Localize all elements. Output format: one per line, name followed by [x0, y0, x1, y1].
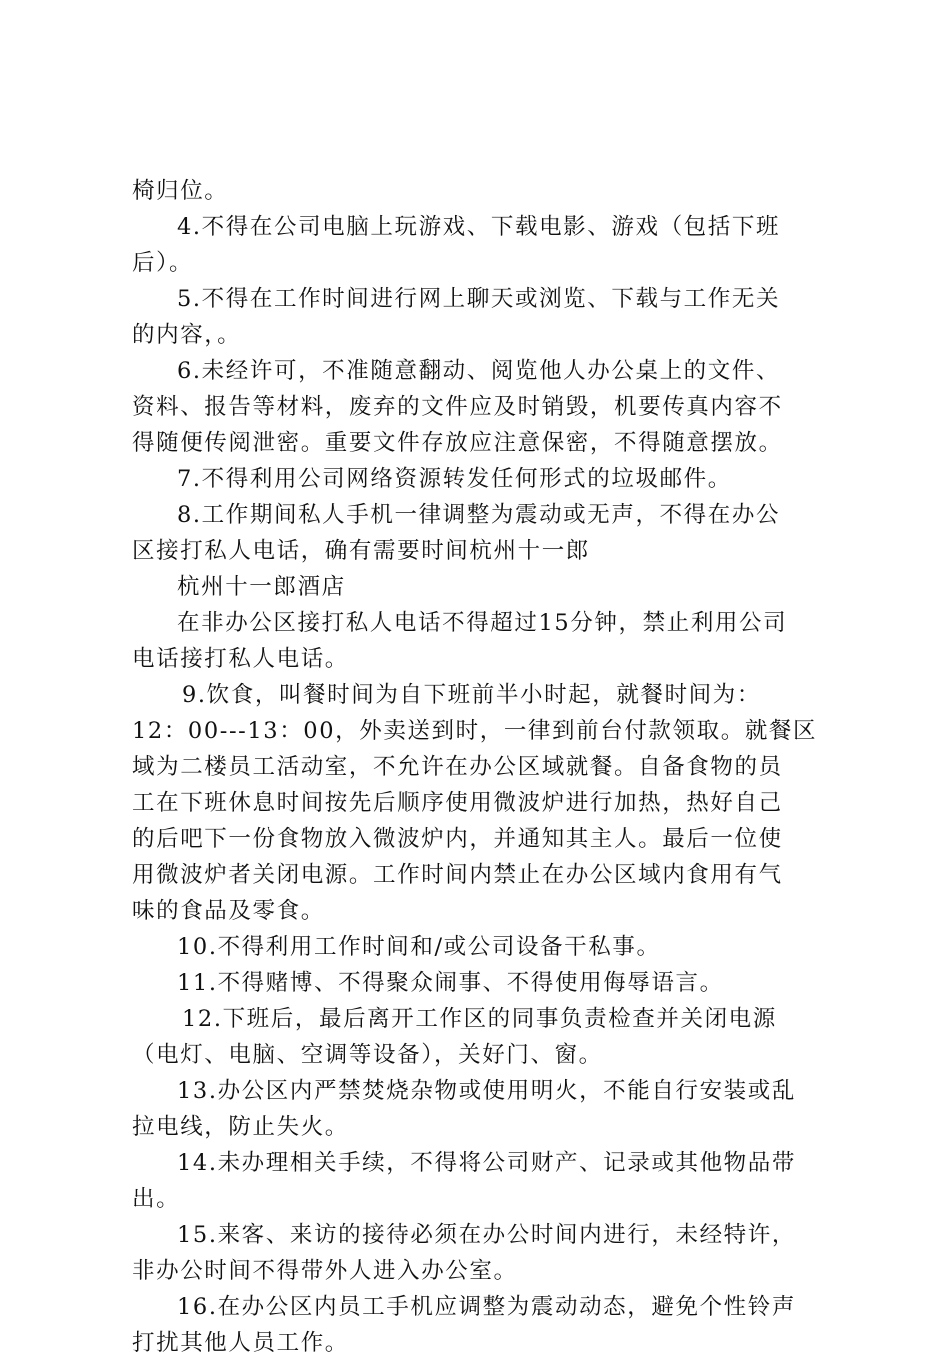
text-line: 10.不得利用工作时间和/或公司设备干私事。 — [177, 934, 661, 960]
text-line: 电话接打私人电话。 — [132, 646, 349, 672]
text-line: 得随便传阅泄密。重要文件存放应注意保密，不得随意摆放。 — [132, 430, 783, 456]
text-line: 7.不得利用公司网络资源转发任何形式的垃圾邮件。 — [177, 466, 732, 492]
text-line: 15.来客、来访的接待必须在办公时间内进行，未经特许， — [177, 1222, 796, 1248]
text-line: 9.饮食，叫餐时间为自下班前半小时起，就餐时间为： — [182, 682, 761, 708]
text-line: （电灯、电脑、空调等设备），关好门、窗。 — [132, 1042, 603, 1068]
text-line: 非办公时间不得带外人进入办公室。 — [132, 1258, 518, 1284]
text-line: 11.不得赌博、不得聚众闹事、不得使用侮辱语言。 — [177, 970, 724, 996]
text-line: 12.下班后，最后离开工作区的同事负责检查并关闭电源 — [182, 1006, 777, 1032]
text-line: 椅归位。 — [132, 178, 229, 204]
text-line: 在非办公区接打私人电话不得超过15分钟，禁止利用公司 — [177, 610, 788, 636]
text-line: 资料、报告等材料，废弃的文件应及时销毁，机要传真内容不 — [132, 394, 783, 420]
text-line: 出。 — [132, 1186, 181, 1212]
text-line: 16.在办公区内员工手机应调整为震动动态，避免个性铃声 — [177, 1294, 796, 1320]
text-line: 工在下班休息时间按先后顺序使用微波炉进行加热，热好自己 — [132, 790, 783, 816]
text-line: 域为二楼员工活动室，不允许在办公区域就餐。自备食物的员 — [132, 754, 783, 780]
text-line: 13.办公区内严禁焚烧杂物或使用明火，不能自行安装或乱 — [177, 1078, 796, 1104]
text-line: 味的食品及零食。 — [132, 898, 325, 924]
text-line: 14.未办理相关手续，不得将公司财产、记录或其他物品带 — [177, 1150, 796, 1176]
document-body — [132, 173, 832, 1361]
text-line: 杭州十一郎酒店 — [177, 574, 346, 600]
text-line: 5.不得在工作时间进行网上聊天或浏览、下载与工作无关 — [177, 286, 781, 312]
text-line: 6.未经许可，不准随意翻动、阅览他人办公桌上的文件、 — [177, 358, 781, 384]
text-line: 区接打私人电话，确有需要时间杭州十一郎 — [132, 538, 590, 564]
text-line: 的内容，。 — [132, 322, 242, 348]
text-line: 用微波炉者关闭电源。工作时间内禁止在办公区域内食用有气 — [132, 862, 783, 888]
text-line: 后）。 — [132, 250, 194, 276]
body-text — [132, 173, 832, 1361]
text-line: 打扰其他人员工作。 — [132, 1330, 349, 1356]
text-line: 的后吧下一份食物放入微波炉内，并通知其主人。最后一位使 — [132, 826, 783, 852]
text-line: 4.不得在公司电脑上玩游戏、下载电影、游戏（包括下班 — [177, 214, 781, 240]
text-line: 12：00---13：00，外卖送到时，一律到前台付款领取。就餐区 — [132, 718, 818, 744]
text-line: 8.工作期间私人手机一律调整为震动或无声，不得在办公 — [177, 502, 781, 528]
text-line: 拉电线，防止失火。 — [132, 1114, 349, 1140]
